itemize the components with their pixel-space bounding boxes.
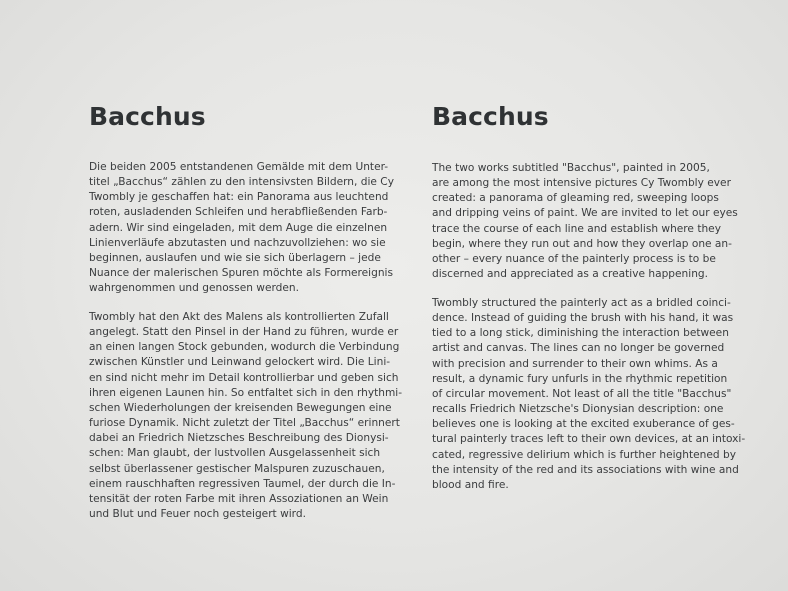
text-line: en sind nicht mehr im Detail kontrollierbar und geben sich	[89, 371, 399, 384]
text-line: tural painterly traces left to their own devices, at an intoxi-	[432, 433, 746, 446]
english-text-column	[432, 102, 746, 491]
text-line: roten, ausladenden Schleifen und herabfließenden Farb-	[89, 206, 388, 219]
text-line: selbst überlassener gestischer Malspuren zuzuschauen,	[89, 462, 385, 475]
text-line: other – every nuance of the painterly process is to be	[432, 252, 716, 265]
text-line: adern. Wir sind eingeladen, mit dem Auge die einzelnen	[89, 221, 388, 234]
text-line: with precision and surrender to their own whims. As a	[432, 357, 718, 370]
text-line: Die beiden 2005 entstandenen Gemälde mit dem Unter-	[89, 161, 389, 173]
german-paragraph-1	[89, 160, 394, 296]
text-line: dence. Instead of guiding the brush with his hand, it was	[432, 312, 734, 325]
text-line: cated, regressive delirium which is further heightened by	[432, 448, 736, 461]
text-line: result, a dynamic fury unfurls in the rhythmic repetition	[432, 372, 728, 385]
text-line: and dripping veins of paint. We are invited to let our eyes	[432, 207, 738, 220]
text-line: zwischen Künstler und Leinwand gelockert wird. Die Lini-	[89, 356, 391, 369]
text-line: Twombly je geschaffen hat: ein Panorama aus leuchtend	[89, 191, 389, 204]
text-line: Nuance der malerischen Spuren möchte als Formereignis	[89, 267, 394, 280]
text-line: trace the course of each line and establish where they	[432, 222, 721, 235]
text-line: dabei an Friedrich Nietzsches Beschreibung des Dionysi-	[89, 432, 389, 445]
text-line: believes one is looking at the excited exuberance of ges-	[432, 418, 735, 431]
text-line: recalls Friedrich Nietzsche's Dionysian description: one	[432, 403, 724, 416]
text-line: blood and fire.	[432, 478, 509, 491]
text-line: artist and canvas. The lines can no longer be governed	[432, 342, 725, 355]
text-line: Twombly hat den Akt des Malens als kontrollierten Zufall	[89, 311, 389, 323]
text-line: the intensity of the red and its associations with wine and	[432, 463, 739, 476]
text-line: ihren eigenen Launen hin. So entfaltet sich in den rhythmi-	[89, 386, 403, 399]
text-line: tensität der roten Farbe mit ihren Assoziationen an Wein	[89, 492, 389, 505]
text-line: Linienverläufe abzutasten und nachzuvollziehen: wo sie	[89, 236, 386, 249]
text-line: einem rauschhaften regressiven Taumel, der durch die In-	[89, 477, 396, 490]
text-line: The two works subtitled "Bacchus", painted in 2005,	[432, 162, 710, 174]
text-line: furiose Dynamik. Nicht zuletzt der Titel „Bacchus“ erinnert	[89, 417, 400, 430]
english-paragraph-1	[432, 161, 738, 282]
text-line: schen Wiederholungen der kreisenden Bewegungen eine	[89, 401, 392, 414]
text-line: angelegt. Statt den Pinsel in der Hand zu führen, wurde er	[89, 326, 399, 339]
text-line: titel „Bacchus“ zählen zu den intensivsten Bildern, die Cy	[89, 176, 394, 189]
text-line: tied to a long stick, diminishing the interaction between	[432, 327, 729, 340]
german-paragraph-2	[89, 310, 403, 522]
english-paragraph-2	[432, 296, 746, 493]
text-line: beginnen, auslaufen und wie sie sich überlagern – jede	[89, 251, 381, 264]
text-line: created: a panorama of gleaming red, sweeping loops	[432, 192, 719, 205]
text-line: und Blut und Feuer noch gesteigert wird.	[89, 508, 306, 521]
english-title: Bacchus	[432, 102, 549, 131]
german-text-column	[89, 102, 403, 521]
text-line: Twombly structured the painterly act as a bridled coinci-	[432, 297, 731, 309]
german-title: Bacchus	[89, 102, 206, 131]
text-line: an einen langen Stock gebunden, wodurch die Verbindung	[89, 341, 400, 354]
text-line: discerned and appreciated as a creative happening.	[432, 268, 709, 281]
text-line: wahrgenommen und genossen werden.	[89, 282, 299, 295]
text-line: begin, where they run out and how they overlap one an-	[432, 237, 732, 250]
text-line: of circular movement. Not least of all the title "Bacchus"	[432, 387, 732, 400]
text-line: are among the most intensive pictures Cy Twombly ever	[432, 177, 731, 190]
text-line: schen: Man glaubt, der lustvollen Ausgelassenheit sich	[89, 447, 381, 460]
